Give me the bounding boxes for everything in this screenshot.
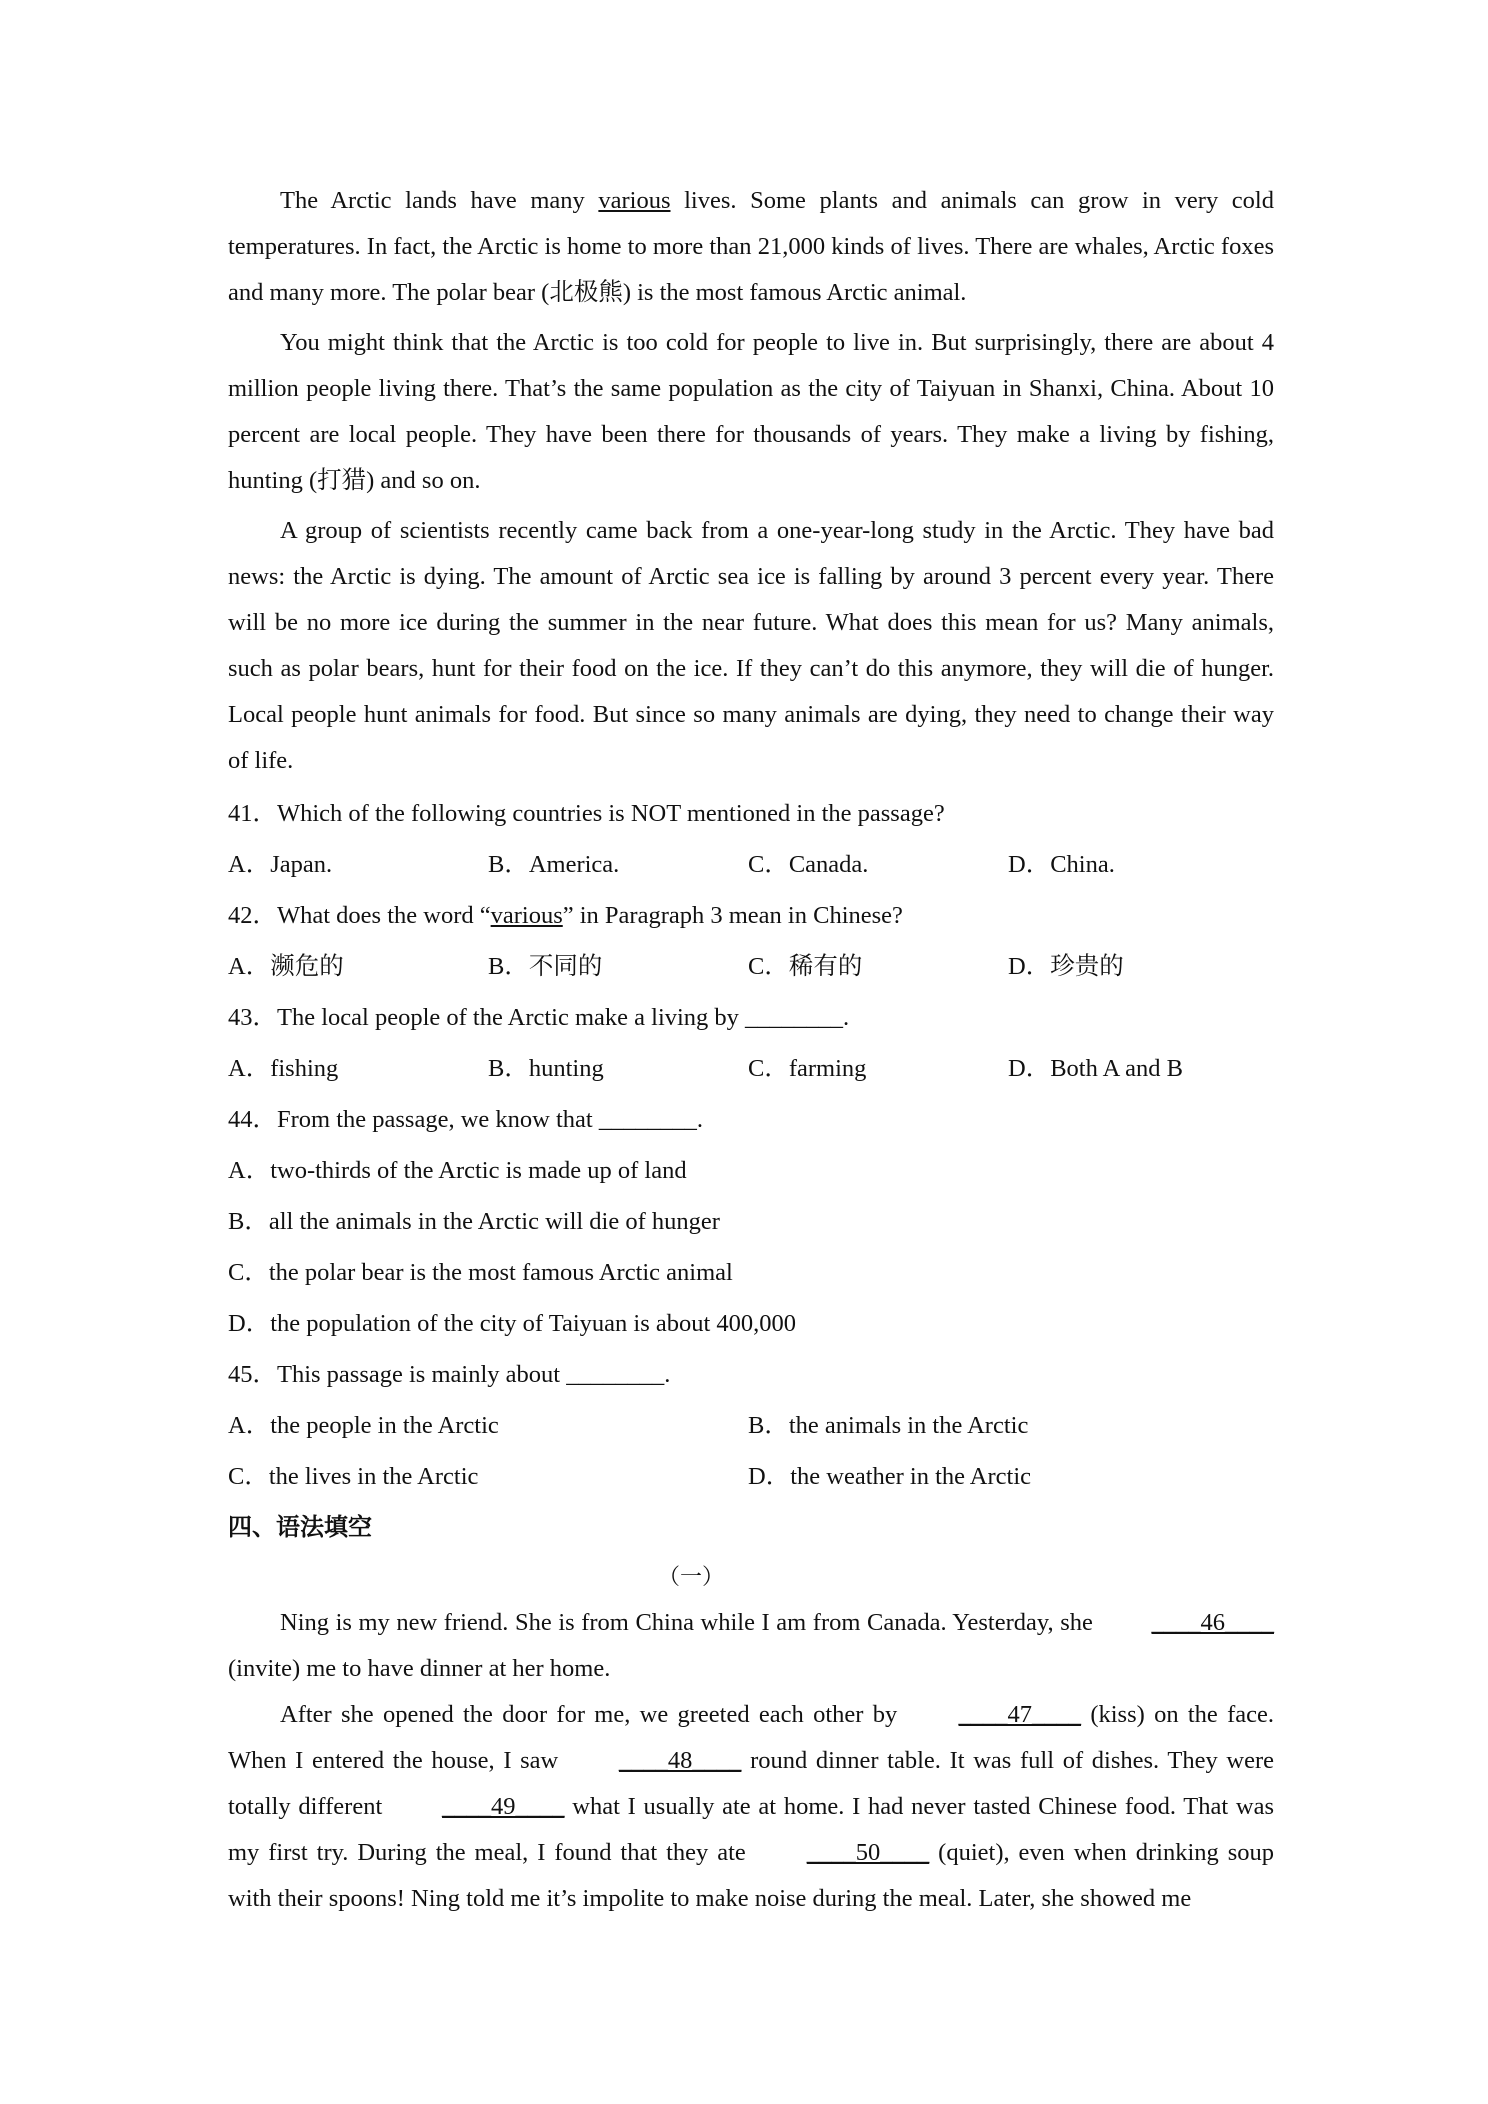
blank-49: ____49____	[442, 1793, 565, 1820]
option-b: B．America.	[488, 851, 620, 878]
option-a: A．fishing	[228, 1055, 339, 1082]
option-c: C．the lives in the Arctic	[228, 1463, 479, 1490]
section-title: 四、语法填空	[228, 1513, 372, 1541]
option-a: A．two-thirds of the Arctic is made up of land	[228, 1157, 687, 1184]
option-d: D．the weather in the Arctic	[748, 1463, 1032, 1490]
option-c: C．稀有的	[748, 953, 863, 980]
sub-section-title: （一）	[657, 1564, 724, 1589]
blank-46: ____46____	[1151, 1609, 1274, 1636]
option-b: B．hunting	[488, 1055, 604, 1082]
option-c: C．the polar bear is the most famous Arctic animal	[228, 1259, 733, 1286]
question-42-options	[228, 941, 1274, 992]
blank-48: ____48____	[618, 1747, 742, 1774]
underlined-word-various: various	[490, 902, 563, 929]
question-45-options-row-1	[228, 1400, 1274, 1451]
option-b: B．the animals in the Arctic	[748, 1412, 1029, 1439]
option-c: C．farming	[748, 1055, 867, 1082]
option-a: A．濒危的	[228, 953, 344, 980]
document-body	[228, 178, 1274, 1922]
option-d: D．珍贵的	[1008, 953, 1124, 980]
option-a: A．Japan.	[228, 851, 333, 878]
question-44-stem: 44．From the passage, we know that ________.	[228, 1106, 703, 1133]
question-43-options	[228, 1043, 1274, 1094]
grammar-paragraph-2: After she opened the door for me, we greeted each other by ____47____ (kiss) on the face. When I entered the house, I saw ____48____ round dinner table. It was full of dishes. They were totally different ____49____ what I usually ate at home. I had never tasted Chinese food. That was my first try. During the meal, I found that they ate ____50____ (quiet), even when drinking soup with their spoons! Ning told me it’s impolite to make noise during the meal. Later, she showed me	[228, 1692, 1274, 1922]
question-45-stem: 45．This passage is mainly about ________.	[228, 1361, 671, 1388]
option-a: A．the people in the Arctic	[228, 1412, 499, 1439]
option-d: D．China.	[1008, 851, 1115, 878]
question-42-stem: 42．What does the word “various” in Paragraph 3 mean in Chinese?	[228, 902, 903, 929]
question-41-stem: 41．Which of the following countries is NOT mentioned in the passage?	[228, 800, 945, 827]
option-c: C．Canada.	[748, 851, 869, 878]
option-d: D．the population of the city of Taiyuan is about 400,000	[228, 1310, 797, 1337]
option-b: B．不同的	[488, 953, 603, 980]
grammar-paragraph-1: Ning is my new friend. She is from China while I am from Canada. Yesterday, she ____46____ (invite) me to have dinner at her home.	[228, 1600, 1274, 1692]
blank-50: ____50____	[806, 1839, 930, 1866]
question-43-stem: 43．The local people of the Arctic make a living by ________.	[228, 1004, 850, 1031]
option-d: D．Both A and B	[1008, 1055, 1183, 1082]
question-45-options-row-2	[228, 1451, 1274, 1502]
underlined-word-various: various	[598, 187, 671, 214]
passage-paragraph-2: You might think that the Arctic is too cold for people to live in. But surprisingly, there are about 4 million people living there. That’s the same population as the city of Taiyuan in Shanxi, China. About 10 percent are local people. They have been there for thousands of years. They make a living by fishing, hunting (打猎) and so on.	[228, 329, 1274, 494]
blank-47: ____47____	[958, 1701, 1082, 1728]
option-b: B．all the animals in the Arctic will die of hunger	[228, 1208, 720, 1235]
question-41-options	[228, 839, 1274, 890]
passage-paragraph-3: A group of scientists recently came back from a one-year-long study in the Arctic. They have bad news: the Arctic is dying. The amount of Arctic sea ice is falling by around 3 percent every year. There will be no more ice during the summer in the near future. What does this mean for us? Many animals, such as polar bears, hunt for their food on the ice. If they can’t do this anymore, they will die of hunger. Local people hunt animals for food. But since so many animals are dying, they need to change their way of life.	[228, 517, 1274, 774]
passage-paragraph-1: The Arctic lands have many various lives. Some plants and animals can grow in very cold temperatures. In fact, the Arctic is home to more than 21,000 kinds of lives. There are whales, Arctic foxes and many more. The polar bear (北极熊) is the most famous Arctic animal.	[228, 187, 1274, 306]
